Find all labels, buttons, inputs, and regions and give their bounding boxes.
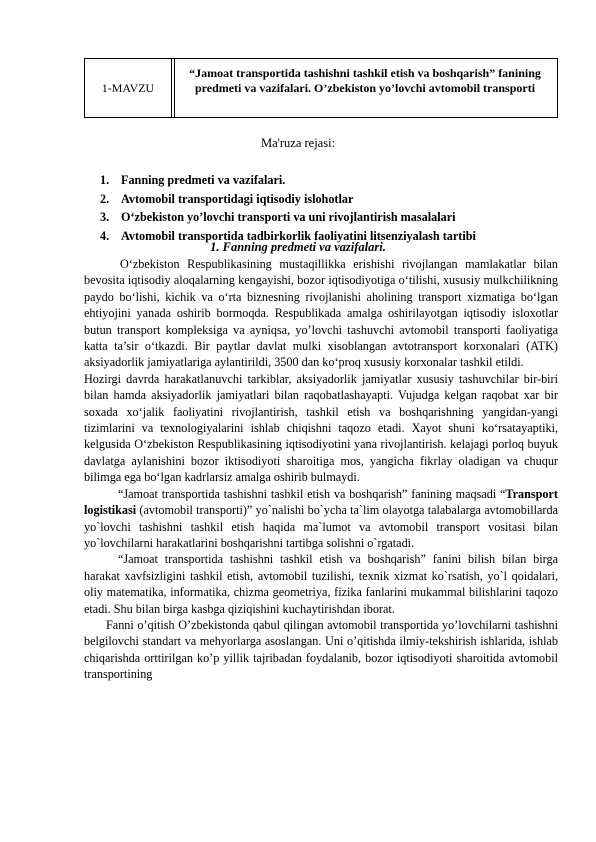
plan-item-text: Avtomobil transportidagi iqtisodiy islohotlar <box>121 191 354 206</box>
body-text <box>84 256 558 683</box>
paragraph-bold-term: Transport logistikasi <box>84 486 558 518</box>
plan-item <box>100 171 476 190</box>
plan-item-number: 3. <box>100 210 110 225</box>
header-divider <box>171 59 175 117</box>
lecture-plan-list <box>100 171 476 245</box>
plan-item <box>100 190 476 209</box>
plan-item <box>100 208 476 227</box>
plan-item-number: 1. <box>100 173 110 187</box>
plan-item-text: Avtomobil transportida tadbirkorlik faoliyatini litsenziyalash tartibi <box>121 228 476 243</box>
paragraph: “Jamoat transportida tashishni tashkil etish va boshqarish” fanini bilish bilan birga harakat xavfsizligini tashkil etish, avtomobil tuzilishi, texnik xizmat ko`rsatish, yo`l qoidalari, oliy matematika, informatika, chizma geometriya, fizika fanlarini mukammal bilishlarini taqozo etadi. Shu bilan birga kasbga qiziqishini kuchaytirishdan iborat. <box>84 552 558 616</box>
topic-title: “Jamoat transportida tashishni tashkil etish va boshqarish” fanining predmeti va vazifalari. O’zbekiston yo’lovchi avtomobil transporti <box>189 66 541 95</box>
paragraph: Fanni o’qitish O’zbekistonda qabul qilingan avtomobil transportida yo’lovchilarni tashishni belgilovchi standart va mehyorlarga asoslangan. Uni o’qitishda ilmiy-tekshirish ishlarida, ishlab chiqarishda orttirilgan ko’p yillik tajribadan foydalanib, bozor iqtisodiyoti sharoitida avtomobil transportining <box>84 617 558 682</box>
plan-item-text: Fanning predmeti va vazifalari. <box>121 173 286 187</box>
topic-header-box <box>84 58 558 118</box>
topic-label: 1-MAVZU <box>101 80 155 95</box>
plan-item-number: 2. <box>100 191 110 206</box>
paragraph-text: (avtomobil transporti)” yo`nalishi bo`ycha ta`lim olayotga talabalarga avtomobillarda yo`lovchi tashishni tashkil etish haqida ma`lumot va avtomobil transport vositasi bilan yo`lovchilarni harakatlarini boshqarishni tartibga solishni o`rgatadi. <box>84 503 558 550</box>
paragraph: Hozirgi davrda harakatlanuvchi tarkiblar, aksiyadorlik jamiyatlar xususiy tashuvchilar bir-biri bilan hamda aksiyadorlik jamiyatlari bilan raqobatlashayapti. Vujudga kelgan raqobat xar bir soxada xo‘jalik faoliyatini rivojlantirish, tashkil etish va boshqarishning yangidan-yangi tizimlarini va texnologiyalarini ishlab chiqishni taqozo etadi. Xayot shuni ko‘rsatayaptiki, kelgusida O‘zbekiston Respublikasining iqtisodiyotini yana rivojlantirish. kelajagi porloq buyuk davlatga aylanishini bozor iktisodiyoti sharoitiga mos, yangicha fikrlay oladigan va chuqur bilimga ega bo‘lgan kadrlarsiz amalga oshirib bulmaydi. <box>84 371 558 485</box>
paragraph: O‘zbekiston Respublikasining mustaqillikka erishishi rivojlangan mamlakatlar bilan bevosita iqtisodiy aloqalarning kengayishi, bozor iqtisodiyotiga o‘tilishi, xususiy mulkchilikning paydo bo‘lishi, kichik va o‘rta biznesning rivojlanishi aholining transport xizmatiga bo‘lgan ehtiyojini yanada oshirib bormoqda. Respublikada amalga oshirilayotgan iqtisodiy isloxotlar butun transport kompleksiga va ayniqsa, yo’lovchi tashuvchi avtomobil transporti faoliyatiga katta ta’sir o‘tkazdi. Bir paytlar davlat mulki xisoblangan avtotransport korxonalari (ATK) aksiyadorlik jamiyatlariga aylantirildi, 3500 dan ko‘proq xususiy korxonalar tashkil etildi. <box>84 257 558 370</box>
paragraph <box>84 486 558 552</box>
section-heading: 1. Fanning predmeti va vazifalari. <box>210 240 386 254</box>
lecture-plan-title: Ma'ruza rejasi: <box>260 136 336 150</box>
plan-item-text: O‘zbekiston yo’lovchi transporti va uni rivojlantirish masalalari <box>121 210 456 225</box>
paragraph-text: “Jamoat transportida tashishni tashkil etish va boshqarish” fanining maqsadi “ <box>118 486 506 501</box>
plan-item-number: 4. <box>100 228 110 243</box>
